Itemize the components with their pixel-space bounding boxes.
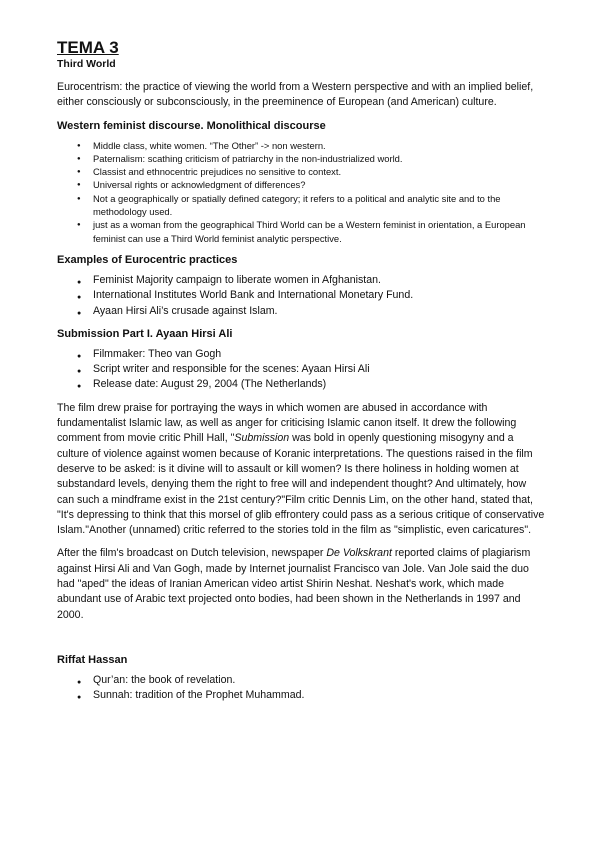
page-title: TEMA 3: [57, 38, 119, 57]
list-item: ● Middle class, white women. “The Other” -> non western.: [57, 139, 545, 152]
list-item: ● Feminist Majority campaign to liberate women in Afghanistan.: [57, 273, 545, 288]
section-heading-eurocentric-practices: Examples of Eurocentric practices: [57, 253, 238, 266]
list-item: ● Qur’an: the book of revelation.: [57, 673, 545, 688]
list-item: ● Universal rights or acknowledgment of differences?: [57, 178, 545, 191]
paragraph-text: was bold in openly questioning misogyny and a culture of violence against women because of Koranic interpretations. The questions raised in the film deserve to be asked: is it divine will to assault or kill women? Is there holiness in holding women at substandard levels, denying them the right to free will and independent thought? And ultimately, how can such a mindframe exist in the 21st century?"Film critic Dennis Lim, on the other hand, stated that, "It's depressing to think that this morsel of glib effrontery could pass as a serious critique of conservative Islam."Another (unnamed) critic referred to the stories told in the film as "simplistic, even caricatures".: [57, 432, 545, 537]
film-title-italic: Submission: [234, 432, 290, 445]
section-heading-western-feminist: Western feminist discourse. Monolithical discourse: [57, 119, 326, 132]
document-page: [57, 38, 545, 712]
blank-space: [57, 631, 545, 653]
list-item: ● Release date: August 29, 2004 (The Netherlands): [57, 377, 545, 392]
riffat-hassan-list: [57, 673, 545, 704]
submission-list: [57, 347, 545, 393]
list-item: ● Sunnah: tradition of the Prophet Muhammad.: [57, 688, 545, 703]
list-item: ● Paternalism: scathing criticism of patriarchy in the non-industrialized world.: [57, 152, 545, 165]
list-item: ● just as a woman from the geographical Third World can be a Western feminist in orientation, a European feminist can use a Third World feminist analytic perspective.: [57, 218, 545, 245]
section-heading-riffat-hassan: Riffat Hassan: [57, 653, 128, 666]
list-item: ● Classist and ethnocentric prejudices no sensitive to context.: [57, 165, 545, 178]
section-heading-submission: Submission Part I. Ayaan Hirsi Ali: [57, 327, 233, 340]
newspaper-name-italic: De Volkskrant: [326, 547, 392, 560]
list-item: ● Not a geographically or spatially defined category; it refers to a political and analytic site and to the methodology used.: [57, 192, 545, 219]
intro-paragraph: Eurocentrism: the practice of viewing the world from a Western perspective and with an implied belief, either consciously or subconsciously, in the preeminence of European (and American) culture.: [57, 81, 534, 109]
eurocentric-practices-list: [57, 273, 545, 319]
page-subtitle: Third World: [57, 58, 116, 70]
list-item: ● Ayaan Hirsi Ali’s crusade against Islam.: [57, 304, 545, 319]
plagiarism-paragraph: [57, 546, 545, 622]
western-feminist-list: [57, 139, 545, 245]
paragraph-text: The film drew praise for portraying the ways in which women are abused in accordance with fundamentalist Islamic law, as well as anger for criticising Islamic canon itself. It drew the following comment from movie critic Phill Hall, ": [57, 401, 517, 445]
film-reception-paragraph: [57, 401, 545, 539]
list-item: ● International Institutes World Bank and International Monetary Fund.: [57, 288, 545, 303]
paragraph-text: reported claims of plagiarism against Hirsi Ali and Van Gogh, made by Internet journalist Francisco van Jole. Van Jole said the duo had "aped" the ideas of Iranian American video artist Shirin Neshat. Neshat's work, which made abundant use of Arabic text projected onto bodies, had been shown in the Netherlands in 1997 and 2000.: [57, 547, 531, 621]
paragraph-text: After the film's broadcast on Dutch television, newspaper: [57, 547, 327, 560]
list-item: ● Script writer and responsible for the scenes: Ayaan Hirsi Ali: [57, 362, 545, 377]
list-item: ● Filmmaker: Theo van Gogh: [57, 347, 545, 362]
